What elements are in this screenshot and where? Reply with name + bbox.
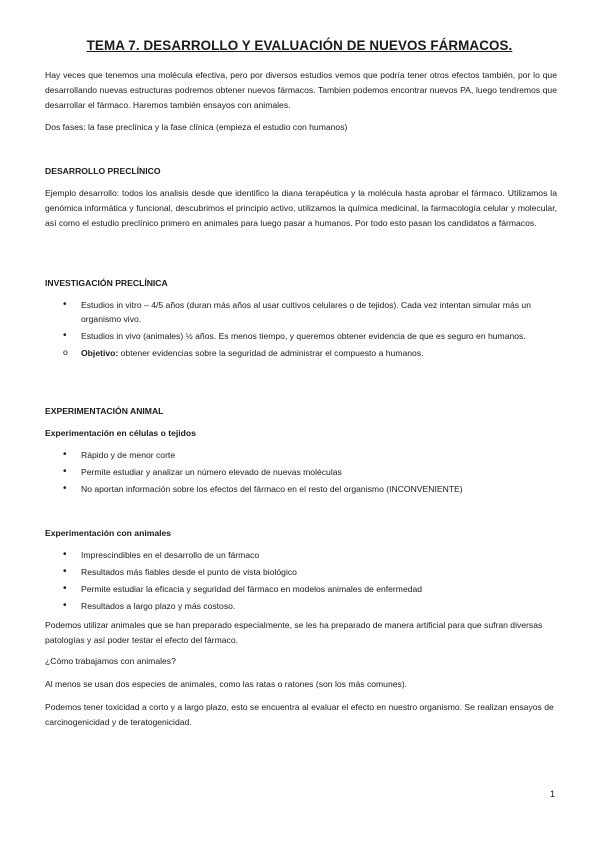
objective-label: Objetivo:	[81, 348, 119, 358]
intro-paragraph: Hay veces que tenemos una molécula efectiva, pero por diversos estudios vemos que podría tener otros efectos también, por lo que desarrollando nuevas estructuras podremos obtener nuevos fármacos. Tambien podemos encontrar nuevos PA, luego tendremos que desarrollar el fármaco. Haremos también ensayos con animales.	[45, 70, 557, 110]
list-item: • Rápido y de menor corte	[45, 448, 557, 462]
list-item: • Estudios in vitro – 4/5 años (duran más años al usar cultivos celulares o de tejidos). Cada vez intentan simular más un organismo vivo.	[45, 298, 557, 326]
list-item: • Imprescindibles en el desarrollo de un fármaco	[45, 548, 557, 562]
list-item: • Permite estudiar y analizar un número elevado de nuevas moléculas	[45, 465, 557, 479]
list-item: • Permite estudiar la eficacia y seguridad del fármaco en modelos animales de enfermedad	[45, 582, 557, 596]
section-heading-preclinical-research: INVESTIGACIÓN PRECLÍNICA	[45, 278, 168, 288]
species-paragraph: Al menos se usan dos especies de animales, como las ratas o ratones (son los más comunes).	[45, 679, 408, 689]
how-work-question: ¿Cómo trabajamos con animales?	[45, 656, 176, 666]
objective-text: obtener evidencias sobre la seguridad de administrar el compuesto a humanos.	[118, 348, 424, 358]
page-number: 1	[550, 789, 556, 799]
subheading-animals: Experimentación con animales	[45, 528, 172, 538]
list-item: • Resultados a largo plazo y más costoso.	[45, 599, 557, 613]
cells-tissues-list	[45, 448, 557, 499]
section-heading-preclinical-development: DESARROLLO PRECLÍNICO	[45, 166, 161, 176]
list-item: • Resultados más fiables desde el punto de vista biológico	[45, 565, 557, 579]
animals-list	[45, 548, 557, 616]
toxicity-paragraph: Podemos tener toxicidad a corto y a largo plazo, esto se encuentra al evaluar el efecto en nuestro organismo. Se realizan ensayos de carcinogenicidad y de teratogenicidad.	[45, 702, 554, 727]
preclinical-development-paragraph: Ejemplo desarrollo: todos los analisis desde que identifico la diana terapéutica y la molécula hasta aprobar el fármaco. Utilizamos la genómica informática y funcional, descubrimos el principio activo, utilizamos la química medicinal, la farmacología celular y molecular, así como el estudio preclínico primero en animales para luego pasar a humanos. Por todo esto pasan los candidatos a fármacos.	[45, 188, 557, 228]
preclinical-research-list	[45, 298, 557, 363]
section-heading-animal-experimentation: EXPERIMENTACIÓN ANIMAL	[45, 406, 164, 416]
objective-list-item	[45, 346, 557, 360]
phases-paragraph: Dos fases: la fase preclínica y la fase clínica (empieza el estudio con humanos)	[45, 122, 348, 132]
page-title: TEMA 7. DESARROLLO Y EVALUACIÓN DE NUEVOS FÁRMACOS.	[86, 38, 513, 53]
list-item: • No aportan información sobre los efectos del fármaco en el resto del organismo (INCONVENIENTE)	[45, 482, 557, 496]
subheading-cells-tissues: Experimentación en células o tejidos	[45, 428, 196, 438]
animal-prep-paragraph: Podemos utilizar animales que se han preparado especialmente, se les ha preparado de manera artificial para que sufran diversas patologías y así poder testar el efecto del fármaco.	[45, 620, 543, 645]
list-item: • Estudios in vivo (animales) ½ años. Es menos tiempo, y queremos obtener evidencia de que es seguro en humanos.	[45, 329, 557, 343]
